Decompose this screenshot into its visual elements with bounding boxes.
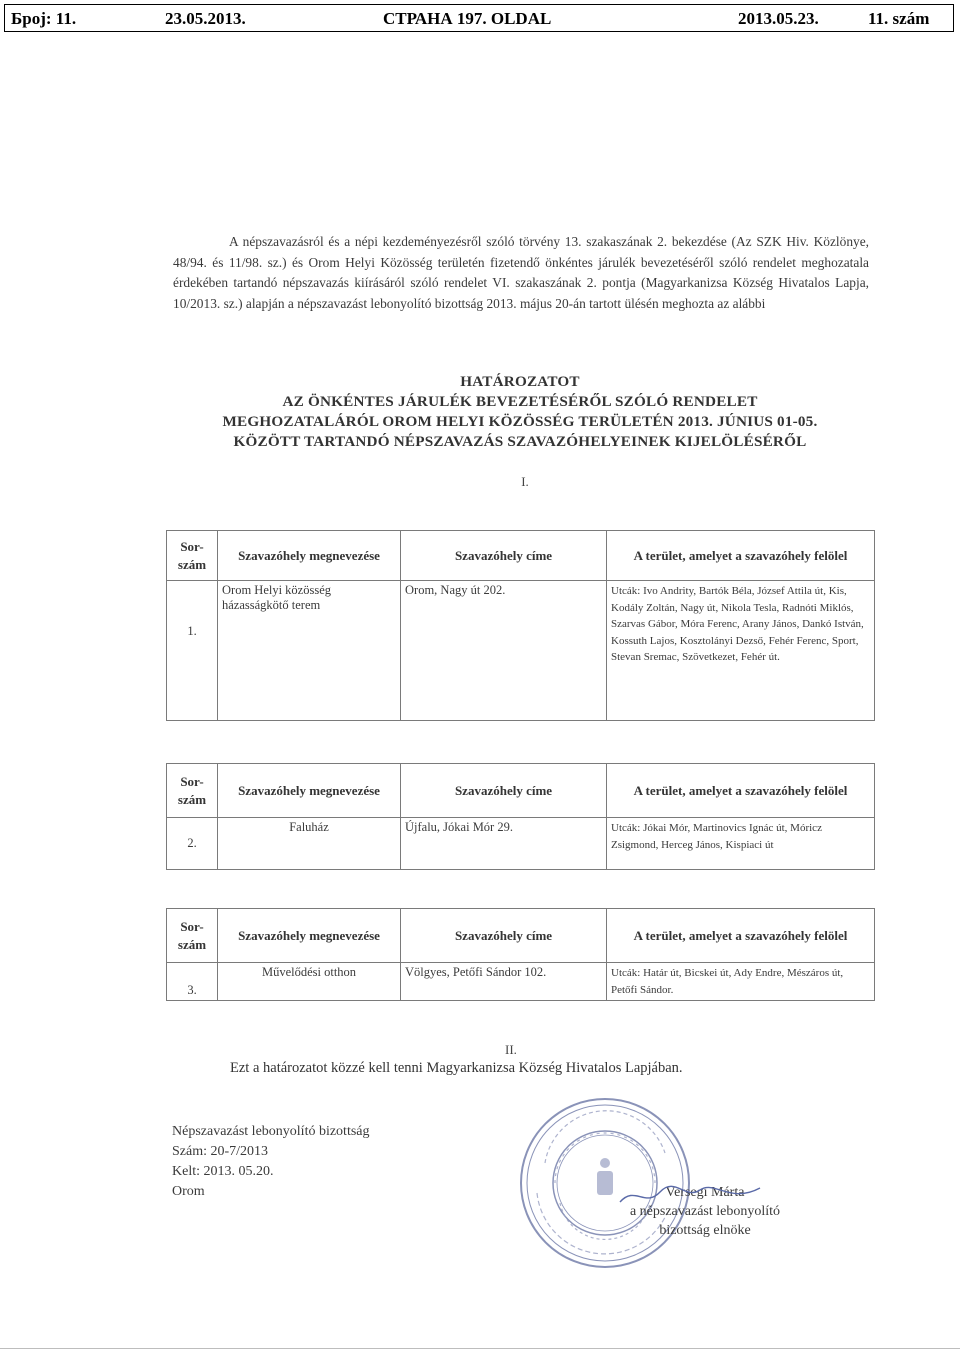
signatory-role-line-1: a népszavazást lebonyolító xyxy=(629,1204,781,1219)
header-station-name: Szavazóhely megnevezése xyxy=(218,909,401,963)
row-number: 2. xyxy=(167,818,218,870)
intro-text: A népszavazásról és a népi kezdeményezésről szóló törvény 13. szakaszának 2. bekezdése (Az SZK Hiv. Közlönye, 48/94. és 11/98. sz.) és Orom Helyi Közösség területén fizetendő önkéntes járulék bevezetéséről szóló rendelet meghozatala érdekében tartandó népszavazás kiírásáról szóló rendelet VI. szakaszának 2. pontja (Magyarkanizsa Község Hivatalos Lapja, 10/2013. sz.) alapján a népszavazást lebonyolító bizottság 2013. május 20-án tartott ülésén meghozta az alábbi xyxy=(173,234,869,311)
header-station-address: Szavazóhely címe xyxy=(401,764,607,818)
page-header xyxy=(4,4,954,32)
station-name: Faluház xyxy=(218,818,401,870)
title-line-1: HATÁROZATOT xyxy=(460,373,580,390)
document-date: Kelt: 2013. 05.20. xyxy=(172,1164,274,1179)
table-header-row xyxy=(167,764,875,818)
table-header-row xyxy=(167,909,875,963)
committee-name: Népszavazást lebonyolító bizottság xyxy=(172,1124,370,1139)
document-number: Szám: 20-7/2013 xyxy=(172,1144,269,1159)
table-row xyxy=(167,581,875,721)
station-area: Utcák: Határ út, Bicskei út, Ady Endre, Mészáros út, Petőfi Sándor. xyxy=(607,963,875,1001)
header-station-area: A terület, amelyet a szavazóhely felölel xyxy=(607,531,875,581)
station-area: Utcák: Ivo Andrity, Bartók Béla, József Attila út, Kis, Kodály Zoltán, Nagy út, Nikola Tesla, Radnóti Miklós, Szarvas Gábor, Móra Ferenc, Arany János, Dankó István, Kossuth Lajos, Kosztolányi Dezső, Fehér Ferenc, Sport, Stevan Sremac, Szövetkezet, Fehér út. xyxy=(607,581,875,721)
issue-number-serbian: Број: 11. xyxy=(11,9,77,28)
header-station-area: A terület, amelyet a szavazóhely felölel xyxy=(607,764,875,818)
header-station-address: Szavazóhely címe xyxy=(401,909,607,963)
table-row xyxy=(167,818,875,870)
header-station-name: Szavazóhely megnevezése xyxy=(218,764,401,818)
header-station-name: Szavazóhely megnevezése xyxy=(218,531,401,581)
signatory-role-line-2: bizottság elnöke xyxy=(659,1223,751,1238)
station-name: Művelődési otthon xyxy=(218,963,401,1001)
issue-number-hungarian: 11. szám xyxy=(868,9,930,28)
table-header-row xyxy=(167,531,875,581)
row-number: 3. xyxy=(167,963,218,1001)
polling-station-table-1 xyxy=(166,530,875,721)
header-serial-number: Sor-szám xyxy=(167,909,218,963)
station-name: Orom Helyi közösség házasságkötő terem xyxy=(218,581,401,721)
title-line-4: KÖZÖTT TARTANDÓ NÉPSZAVAZÁS SZAVAZÓHELYEINEK KIJELÖLÉSÉRŐL xyxy=(233,433,807,450)
title-line-2: AZ ÖNKÉNTES JÁRULÉK BEVEZETÉSÉRŐL SZÓLÓ RENDELET xyxy=(282,393,758,410)
section-i-heading: I. xyxy=(521,474,529,489)
title-line-3: MEGHOZATALÁRÓL OROM HELYI KÖZÖSSÉG TERÜLETÉN 2013. JÚNIUS 01-05. xyxy=(222,413,818,430)
polling-station-table-3 xyxy=(166,908,875,1001)
page-number: СТРАНА 197. OLDAL xyxy=(383,9,552,28)
page-bottom-divider xyxy=(0,1348,960,1349)
polling-station-table-2 xyxy=(166,763,875,870)
document-footer xyxy=(172,1122,370,1202)
header-station-address: Szavazóhely címe xyxy=(401,531,607,581)
header-station-area: A terület, amelyet a szavazóhely felölel xyxy=(607,909,875,963)
section-ii-heading: II. xyxy=(505,1042,517,1057)
header-serial-number: Sor-szám xyxy=(167,764,218,818)
station-area: Utcák: Jókai Mór, Martinovics Ignác út, Móricz Zsigmond, Herceg János, Kispiaci út xyxy=(607,818,875,870)
signatory-name: Versegi Márta xyxy=(665,1185,745,1200)
date-serbian: 23.05.2013. xyxy=(165,9,246,28)
document-place: Orom xyxy=(172,1184,205,1199)
decision-title xyxy=(160,372,880,452)
header-serial-number: Sor-szám xyxy=(167,531,218,581)
date-hungarian: 2013.05.23. xyxy=(738,9,819,28)
row-number: 1. xyxy=(167,581,218,721)
publication-note: Ezt a határozatot közzé kell tenni Magyarkanizsa Község Hivatalos Lapjában. xyxy=(230,1060,683,1076)
station-address: Újfalu, Jókai Mór 29. xyxy=(401,818,607,870)
handwritten-signature-icon xyxy=(615,1180,765,1210)
station-address: Völgyes, Petőfi Sándor 102. xyxy=(401,963,607,1001)
table-row xyxy=(167,963,875,1001)
station-address: Orom, Nagy út 202. xyxy=(401,581,607,721)
intro-paragraph xyxy=(173,232,869,314)
